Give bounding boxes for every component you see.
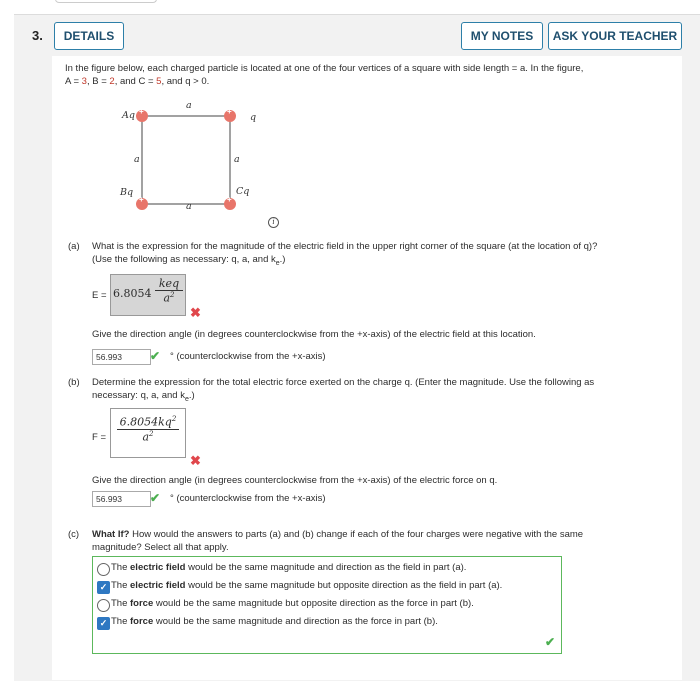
my-notes-button[interactable]: MY NOTES	[461, 22, 543, 50]
part-a-incorrect-icon: ✖	[190, 305, 201, 320]
side-label-right: a	[234, 154, 240, 165]
option-4-label: The force would be the same magnitude and direction as the force in part (b).	[111, 616, 438, 627]
side-label-bottom: a	[186, 201, 192, 212]
plus-sign-tl: +	[139, 107, 144, 116]
option-2-label: The electric field would be the same magnitude but opposite direction as the field in part (a).	[111, 580, 503, 591]
part-a-direction-unit: ° (counterclockwise from the +x-axis)	[170, 351, 326, 362]
a-value: 3	[81, 76, 87, 87]
option-3-label: The force would be the same magnitude but opposite direction as the force in part (b).	[111, 598, 474, 609]
charge-label-tl: Aq	[122, 110, 135, 121]
part-b-direction-input[interactable]: 56.993	[92, 491, 151, 507]
ask-teacher-button[interactable]: ASK YOUR TEACHER	[548, 22, 682, 50]
part-b-answer-box[interactable]: $6.8054kq^2$ $a^2$	[110, 408, 186, 458]
option-row[interactable]	[93, 598, 561, 612]
plus-sign-br: +	[227, 195, 232, 204]
previous-card-edge	[55, 0, 157, 3]
part-a-direction-prompt: Give the direction angle (in degrees counterclockwise from the +x-axis) of the electric field at this location.	[92, 329, 536, 340]
part-b-tag: (b)	[68, 377, 80, 388]
part-c-correct-icon: ✔	[545, 635, 556, 649]
plus-sign-bl: +	[139, 195, 144, 204]
option-3-checkbox[interactable]	[97, 599, 110, 612]
option-row[interactable]	[93, 580, 561, 594]
intro-text: In the figure below, each charged particle is located at one of the four vertices of a square with side length = a. In the figure, A = 3, B = 2, and C = 5, and q > 0.	[65, 63, 584, 87]
part-a-direction-correct-icon: ✔	[150, 349, 161, 363]
question-number: 3.	[32, 28, 43, 43]
side-label-left: a	[134, 154, 140, 165]
part-b-incorrect-icon: ✖	[190, 453, 201, 468]
part-c-options-group	[92, 556, 562, 654]
option-row[interactable]	[93, 616, 561, 630]
part-a-question: What is the expression for the magnitude of the electric field in the upper right corner of the square (at the location of q)? (Use the following as necessary: q, a, and $k_e$.)	[92, 241, 598, 267]
part-b-direction-prompt: Give the direction angle (in degrees counterclockwise from the +x-axis) of the electric force on q.	[92, 475, 498, 486]
part-c-question: What If? How would the answers to parts (a) and (b) change if each of the four charges were negative with the same magnitude? Select all that apply.	[92, 529, 584, 553]
plus-sign-tr: +	[227, 107, 232, 116]
part-a-tag: (a)	[68, 241, 80, 252]
option-row[interactable]	[93, 562, 561, 576]
b-value: 2	[109, 76, 115, 87]
part-b-direction-unit: ° (counterclockwise from the +x-axis)	[170, 493, 326, 504]
option-2-checkbox[interactable]: ✓	[97, 581, 110, 594]
info-icon[interactable]: i	[268, 217, 279, 228]
part-a-direction-input[interactable]: 56.993	[92, 349, 151, 365]
option-1-checkbox[interactable]	[97, 563, 110, 576]
charge-label-br: Cq	[236, 186, 250, 197]
part-a-answer-label: E =	[92, 290, 107, 301]
part-b-answer-label: F =	[92, 432, 106, 443]
part-b-question: Determine the expression for the total electric force exerted on the charge q. (Enter the magnitude. Use the following as necessary: q, a, and $k_e$.)	[92, 377, 595, 403]
side-label-top: a	[186, 100, 192, 111]
charge-label-tr: q	[250, 112, 257, 123]
c-value: 5	[156, 76, 162, 87]
part-a-answer-box[interactable]: 6.8054 keq $a^2$	[110, 274, 186, 316]
option-4-checkbox[interactable]: ✓	[97, 617, 110, 630]
details-button[interactable]: DETAILS	[54, 22, 124, 50]
option-1-label: The electric field would be the same magnitude and direction as the field in part (a).	[111, 562, 467, 573]
charge-label-bl: Bq	[120, 187, 134, 198]
part-b-direction-correct-icon: ✔	[150, 491, 161, 505]
part-c-tag: (c)	[68, 529, 80, 540]
